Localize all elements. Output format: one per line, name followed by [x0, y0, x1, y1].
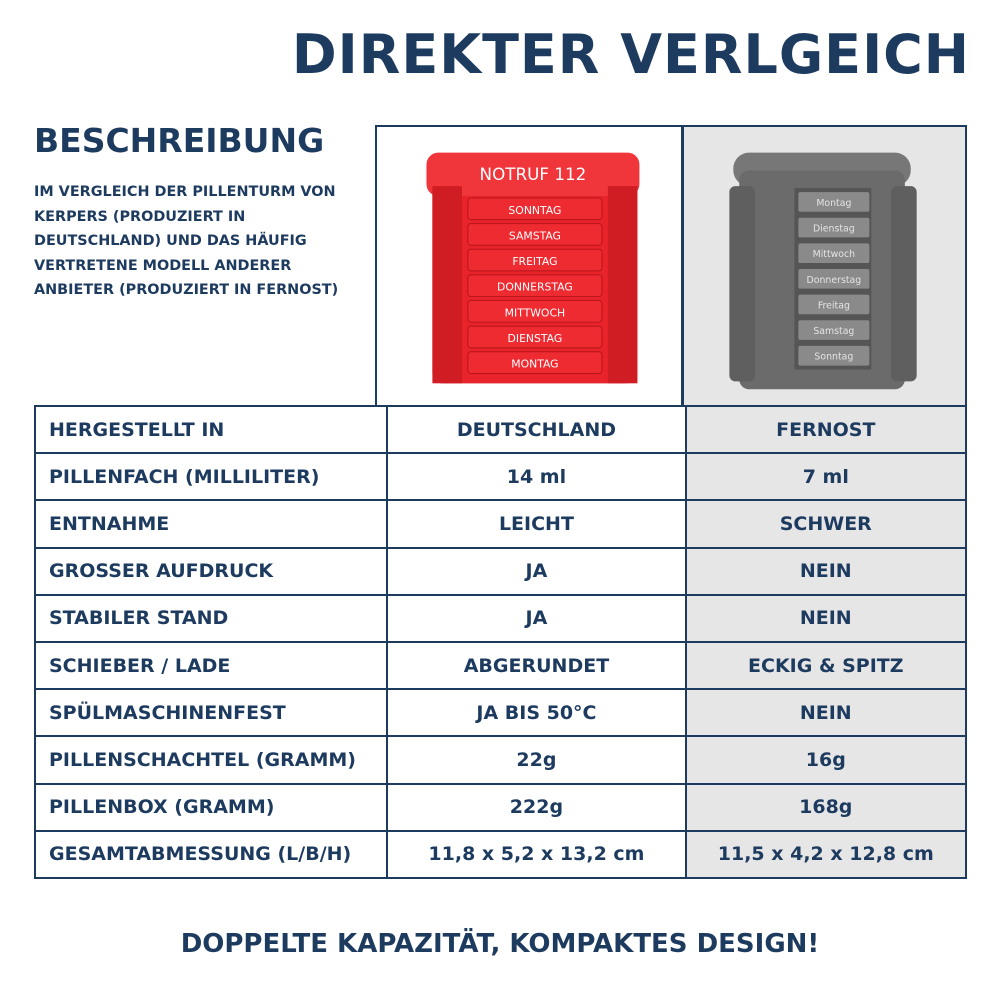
row-label: GROSSER AUFDRUCK — [35, 548, 387, 595]
drawer-label: DIENSTAG — [507, 331, 563, 345]
footer-slogan: DOPPELTE KAPAZITÄT, KOMPAKTES DESIGN! — [180, 929, 820, 959]
table-row — [35, 548, 966, 595]
table-row — [35, 406, 966, 453]
drawer-label: MITTWOCH — [504, 306, 566, 320]
drawer-label: Mittwoch — [812, 249, 856, 261]
row-label: SPÜLMASCHINENFEST — [35, 689, 387, 736]
value-kerpers: ABGERUNDET — [387, 642, 685, 689]
row-label: PILLENFACH (MILLILITER) — [35, 453, 387, 500]
brand-label: NOTRUF 112 — [479, 164, 587, 185]
value-fernost: FERNOST — [686, 406, 966, 453]
row-label: SCHIEBER / LADE — [35, 642, 387, 689]
grey-pill-tower-image — [684, 127, 965, 405]
value-fernost: 7 ml — [686, 453, 966, 500]
product-image-fernost — [682, 125, 967, 407]
drawer-label: SONNTAG — [508, 203, 562, 217]
value-kerpers: DEUTSCHLAND — [387, 406, 685, 453]
value-fernost: NEIN — [686, 548, 966, 595]
product-image-kerpers — [375, 125, 683, 407]
value-fernost: 168g — [686, 784, 966, 831]
drawer-label: Sonntag — [814, 351, 854, 363]
drawer-label: Freitag — [817, 300, 850, 312]
drawer-label: MONTAG — [511, 357, 559, 371]
value-fernost: 16g — [686, 736, 966, 783]
drawer-label: Montag — [816, 197, 852, 209]
drawer-label: DONNERSTAG — [497, 280, 573, 294]
table-row — [35, 595, 966, 642]
value-fernost: SCHWER — [686, 500, 966, 547]
description-text: IM VERGLEICH DER PILLENTURM VON KERPERS (PRODUZIERT IN DEUTSCHLAND) UND DAS HÄUFIG VERTRETENE MODELL ANDERER ANBIETER (PRODUZIERT IN FERNOST) — [34, 184, 339, 299]
value-fernost: 11,5 x 4,2 x 12,8 cm — [686, 831, 966, 878]
value-kerpers: JA — [387, 548, 685, 595]
red-pill-tower-image — [377, 127, 681, 405]
table-row — [35, 831, 966, 878]
value-kerpers: 11,8 x 5,2 x 13,2 cm — [387, 831, 685, 878]
description-title: BESCHREIBUNG — [34, 121, 325, 160]
value-fernost: ECKIG & SPITZ — [686, 642, 966, 689]
table-row — [35, 784, 966, 831]
row-label: PILLENSCHACHTEL (GRAMM) — [35, 736, 387, 783]
row-label: GESAMTABMESSUNG (L/B/H) — [35, 831, 387, 878]
value-kerpers: 22g — [387, 736, 685, 783]
value-kerpers: JA BIS 50°C — [387, 689, 685, 736]
row-label: ENTNAHME — [35, 500, 387, 547]
table-row — [35, 642, 966, 689]
value-fernost: NEIN — [686, 689, 966, 736]
value-kerpers: JA — [387, 595, 685, 642]
value-kerpers: LEICHT — [387, 500, 685, 547]
drawer-label: SAMSTAG — [508, 229, 561, 243]
comparison-table — [34, 405, 967, 879]
drawer-label: Donnerstag — [806, 274, 862, 286]
row-label: HERGESTELLT IN — [35, 406, 387, 453]
drawer-label: FREITAG — [512, 255, 558, 269]
table-row — [35, 500, 966, 547]
table-row — [35, 736, 966, 783]
table-row — [35, 689, 966, 736]
drawer-label: Dienstag — [812, 223, 855, 235]
row-label: PILLENBOX (GRAMM) — [35, 784, 387, 831]
value-fernost: NEIN — [686, 595, 966, 642]
row-label: STABILER STAND — [35, 595, 387, 642]
table-row — [35, 453, 966, 500]
drawer-label: Samstag — [813, 326, 855, 338]
page-title: DIREKTER VERLGEICH — [291, 23, 970, 86]
value-kerpers: 14 ml — [387, 453, 685, 500]
value-kerpers: 222g — [387, 784, 685, 831]
